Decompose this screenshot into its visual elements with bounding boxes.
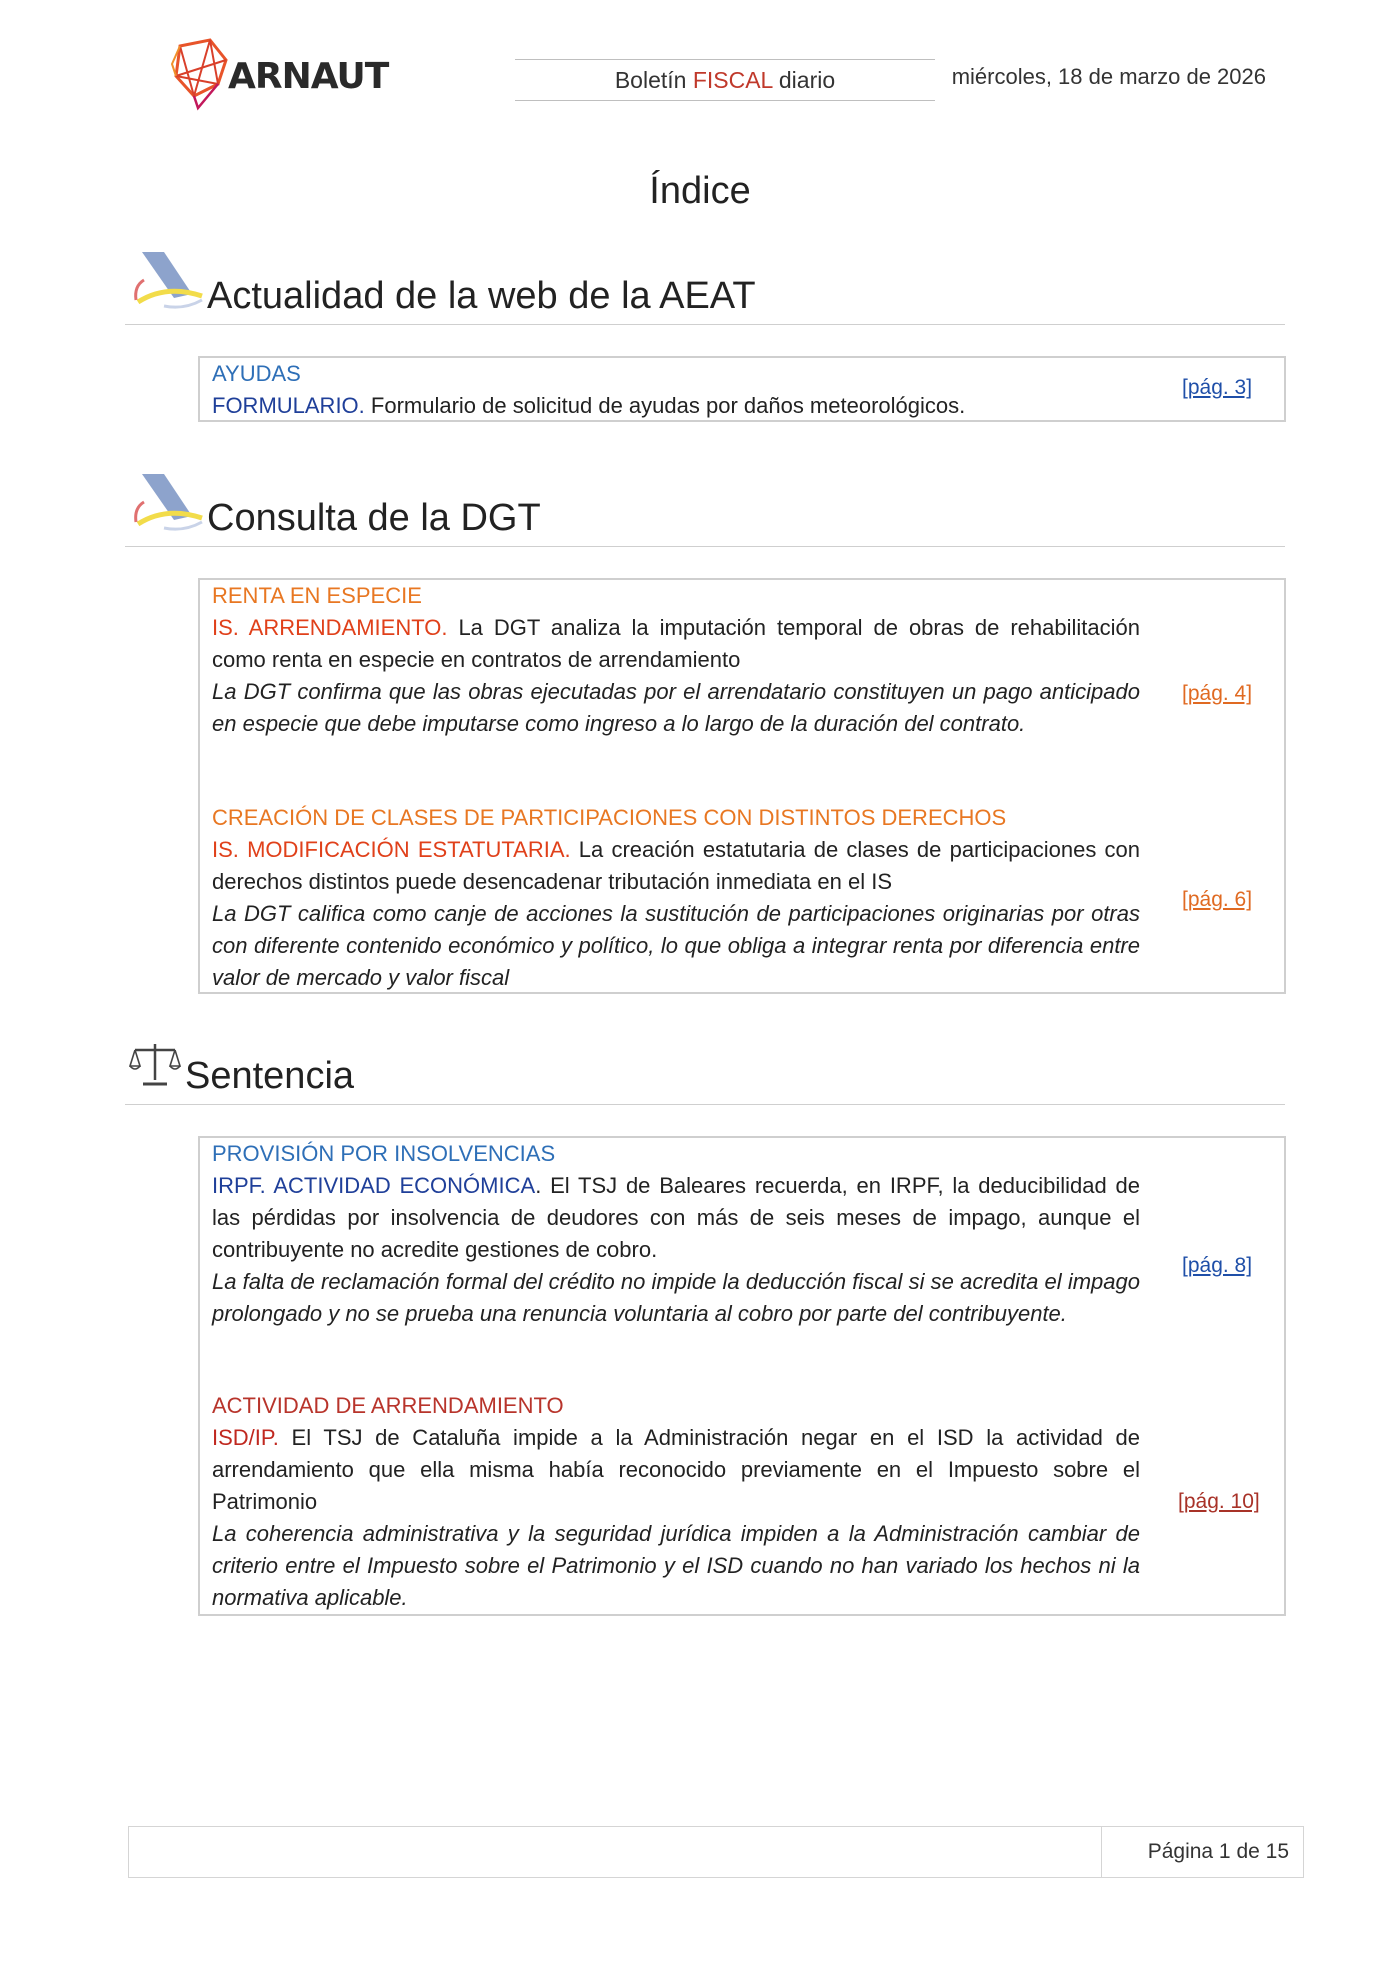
page-link[interactable]: [pág. 6] bbox=[1182, 888, 1253, 911]
entry-category: PROVISIÓN POR INSOLVENCIAS bbox=[212, 1141, 556, 1166]
entry-category: CREACIÓN DE CLASES DE PARTICIPACIONES CON DISTINTOS DERECHOS bbox=[212, 805, 1007, 830]
entry-summary: La falta de reclamación formal del crédito no impide la deducción fiscal si se acredita el impago prolongado y no se prueba una renuncia voluntaria al cobro por parte del contribuyente. bbox=[212, 1269, 1140, 1326]
brand-name: ARNAUT bbox=[228, 56, 389, 97]
bulletin-highlight: FISCAL bbox=[692, 67, 773, 93]
news-entry bbox=[212, 802, 1140, 994]
entry-tag: IRPF. ACTIVIDAD ECONÓMICA bbox=[212, 1173, 536, 1198]
news-entry bbox=[212, 358, 1140, 422]
page-link[interactable]: [pág. 3] bbox=[1182, 376, 1253, 399]
page-link[interactable]: [pág. 10] bbox=[1178, 1490, 1260, 1513]
section-title: Sentencia bbox=[185, 1055, 355, 1097]
bulletin-title: Boletín FISCAL diario bbox=[515, 59, 935, 101]
news-box-aeat bbox=[198, 356, 1286, 422]
entry-headline: ISD/IP. El TSJ de Cataluña impide a la Administración negar en el ISD la actividad de arrendamiento que ella misma había reconocido previamente en el Impuesto sobre el Patrimonio bbox=[212, 1425, 1140, 1514]
page-footer bbox=[128, 1826, 1304, 1878]
arnaut-logo-icon bbox=[170, 38, 230, 118]
entry-headline: IS. ARRENDAMIENTO. La DGT analiza la imputación temporal de obras de rehabilitación como renta en especie en contratos de arrendamiento bbox=[212, 615, 1140, 672]
entry-tag: FORMULARIO. bbox=[212, 393, 365, 418]
page-link[interactable]: [pág. 8] bbox=[1182, 1254, 1253, 1277]
aeat-logo-icon bbox=[130, 472, 208, 538]
section-title: Actualidad de la web de la AEAT bbox=[207, 275, 756, 317]
entry-tag: ISD/IP. bbox=[212, 1425, 279, 1450]
news-entry bbox=[212, 580, 1140, 740]
entry-headline: IRPF. ACTIVIDAD ECONÓMICA. El TSJ de Baleares recuerda, en IRPF, la deducibilidad de las pérdidas por insolvencia de deudores con más de seis meses de impago, aunque el contribuyente no acredite gestiones de cobro. bbox=[212, 1173, 1140, 1262]
page-link[interactable]: [pág. 4] bbox=[1182, 682, 1253, 705]
news-entry bbox=[212, 1390, 1140, 1614]
footer-divider bbox=[1101, 1827, 1102, 1877]
entry-headline: IS. MODIFICACIÓN ESTATUTARIA. La creación estatutaria de clases de participaciones con derechos distintos puede desencadenar tributación inmediata en el IS bbox=[212, 837, 1140, 894]
news-box-sentencia bbox=[198, 1136, 1286, 1616]
entry-summary: La coherencia administrativa y la seguridad jurídica impiden a la Administración cambiar de criterio entre el Impuesto sobre el Patrimonio y el ISD cuando no han variado los hechos ni la normativa aplicable. bbox=[212, 1521, 1140, 1610]
entry-category: AYUDAS bbox=[212, 361, 301, 386]
entry-tag: IS. MODIFICACIÓN ESTATUTARIA. bbox=[212, 837, 571, 862]
publication-date: miércoles, 18 de marzo de 2026 bbox=[951, 64, 1266, 89]
entry-category: ACTIVIDAD DE ARRENDAMIENTO bbox=[212, 1393, 564, 1418]
arnaut-logo bbox=[170, 38, 400, 118]
aeat-logo-icon bbox=[130, 250, 208, 316]
entry-tag: IS. ARRENDAMIENTO. bbox=[212, 615, 448, 640]
entry-headline: FORMULARIO. Formulario de solicitud de ayudas por daños meteorológicos. bbox=[212, 393, 966, 418]
section-title: Consulta de la DGT bbox=[207, 497, 541, 539]
page-title: Índice bbox=[649, 170, 751, 212]
entry-summary: La DGT califica como canje de acciones la sustitución de participaciones originarias por otras con diferente contenido económico y político, lo que obliga a integrar renta por diferencia entre valor de mercado y valor fiscal bbox=[212, 901, 1140, 990]
news-entry bbox=[212, 1138, 1140, 1330]
entry-summary: La DGT confirma que las obras ejecutadas por el arrendatario constituyen un pago anticipado en especie que debe imputarse como ingreso a lo largo de la duración del contrato. bbox=[212, 679, 1140, 736]
page-number: Página 1 de 15 bbox=[1147, 1840, 1289, 1863]
section-header-aeat bbox=[125, 250, 1285, 325]
section-header-dgt bbox=[125, 472, 1285, 547]
entry-category: RENTA EN ESPECIE bbox=[212, 583, 422, 608]
news-box-dgt bbox=[198, 578, 1286, 994]
scales-icon bbox=[129, 1040, 181, 1088]
section-header-sentencia bbox=[125, 1030, 1285, 1105]
